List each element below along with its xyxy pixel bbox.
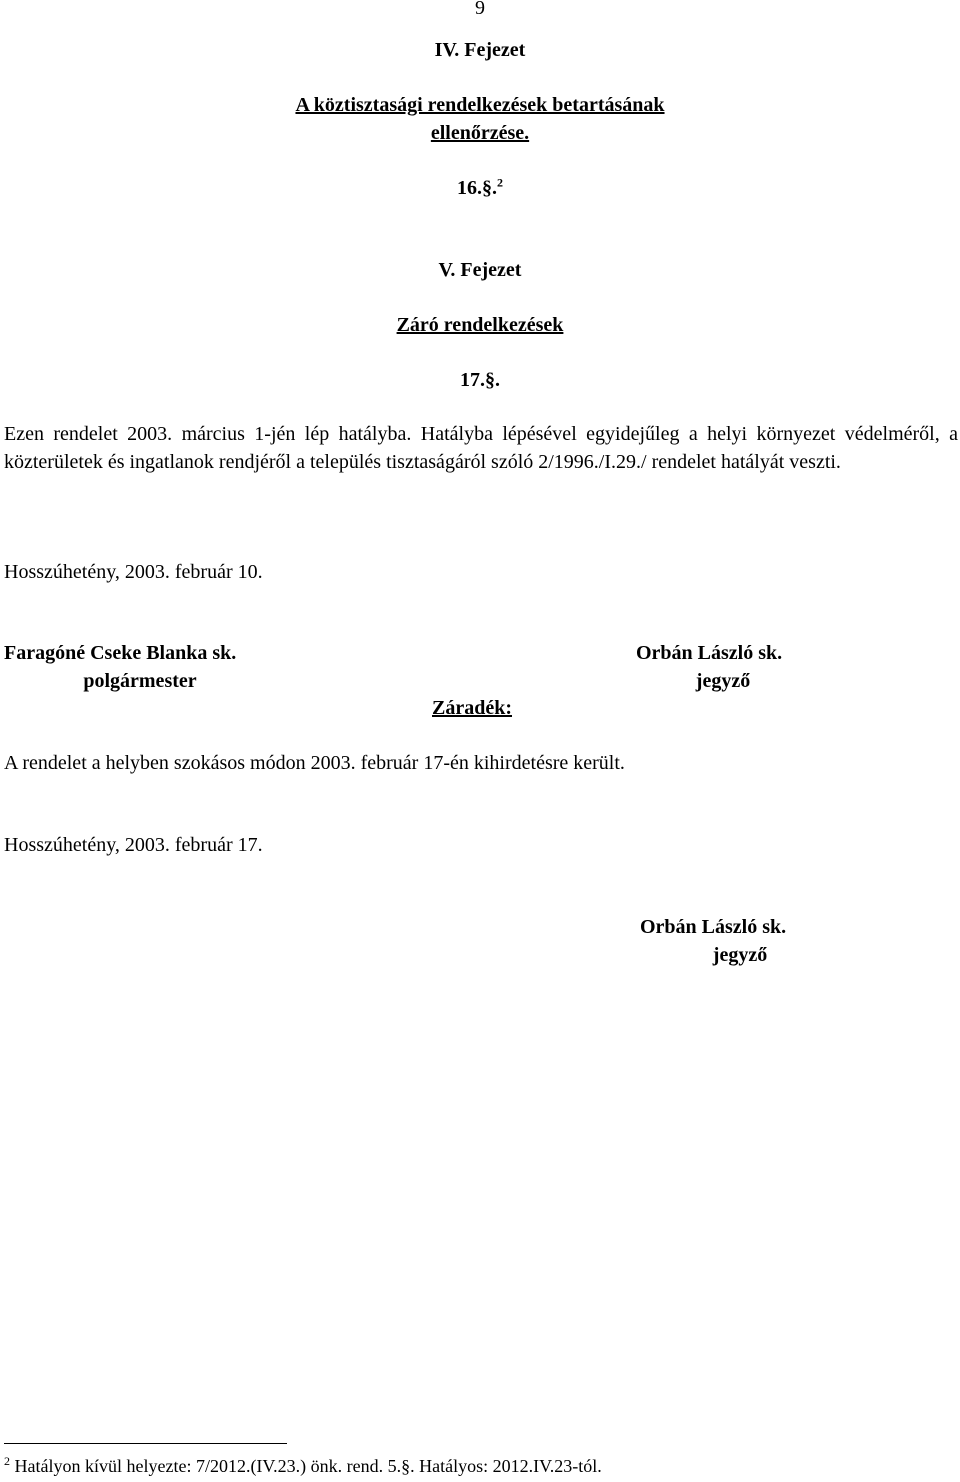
section-17: 17.§. (460, 369, 500, 391)
chapter-5-title: Záró rendelkezések (396, 314, 564, 336)
section-16-label: 16.§. (457, 177, 497, 199)
zaradek-signer-name: Orbán László sk. (640, 916, 787, 938)
chapter-4-title-line-1: A köztisztasági rendelkezések betartásának (295, 94, 665, 116)
zaradek-heading: Záradék: (432, 697, 512, 719)
footnote-text: Hatályon kívül helyezte: 7/2012.(IV.23.) önk. rend. 5.§. Hatályos: 2012.IV.23-tól. (14, 1456, 602, 1476)
chapter-4-title-line-2: ellenőrzése. (430, 122, 530, 144)
signature-right-name: Orbán László sk. (636, 642, 783, 664)
zaradek-text: A rendelet a helyben szokásos módon 2003. február 17-én kihirdetésre került. (4, 752, 625, 774)
chapter-5-heading: V. Fejezet (438, 259, 522, 281)
chapter-4-heading: IV. Fejezet (434, 39, 526, 61)
zaradek-signer-title: jegyző (712, 944, 768, 966)
footnote-separator (4, 1443, 287, 1444)
footnote-reference: 2 (497, 175, 503, 190)
page-number: 9 (475, 0, 485, 19)
footnote (4, 1456, 602, 1478)
place-date-2: Hosszúhetény, 2003. február 17. (4, 834, 263, 856)
signature-left-name: Faragóné Cseke Blanka sk. (4, 642, 237, 664)
footnote-number: 2 (4, 1454, 10, 1468)
place-date-1: Hosszúhetény, 2003. február 10. (4, 561, 263, 583)
section-16 (0, 176, 960, 200)
body-paragraph: Ezen rendelet 2003. március 1-jén lép hatályba. Hatályba lépésével egyidejűleg a helyi környezet védelméről, a közterületek és ingatlanok rendjéről a település tisztaságáról szóló 2/1996./I.29./ rendelet hatályát veszti. (4, 423, 958, 473)
signature-left-title: polgármester (83, 670, 197, 692)
signature-right-title: jegyző (695, 670, 751, 692)
